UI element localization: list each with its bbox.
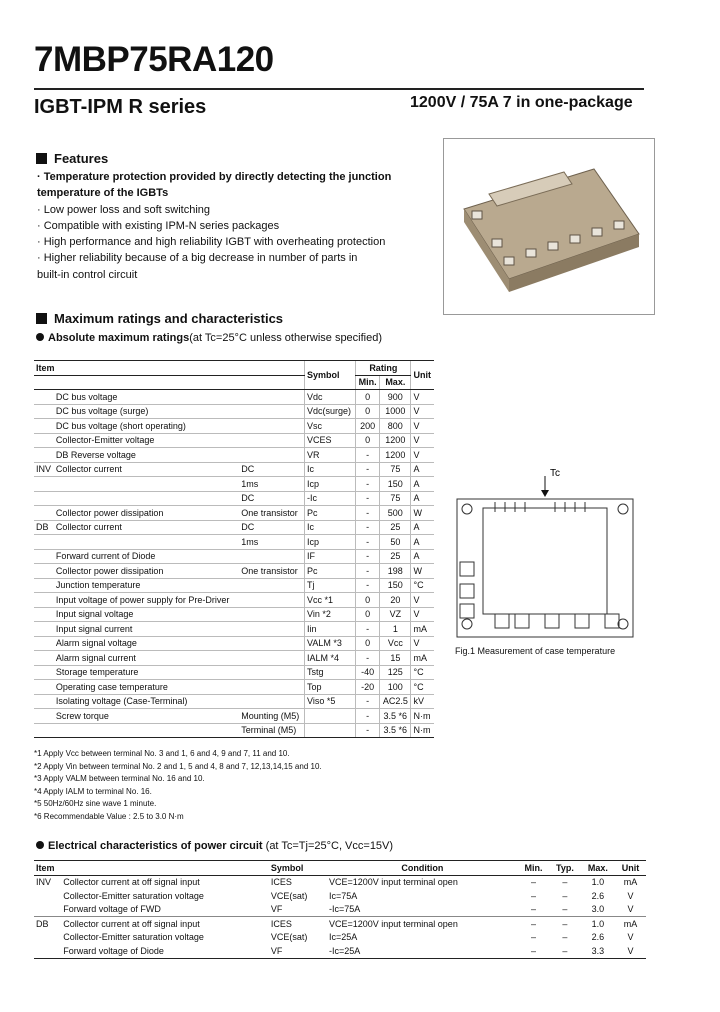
- row-group: [34, 549, 54, 564]
- tc-label: Tc: [550, 468, 560, 479]
- table-row: [34, 506, 434, 521]
- col-item: Item: [34, 361, 305, 376]
- features-list: [37, 169, 417, 283]
- abs-ratings-heading: [36, 332, 382, 344]
- row-symbol: VF: [269, 944, 327, 958]
- row-min: -: [356, 694, 380, 709]
- table-row: [34, 944, 646, 958]
- row-max: 2.6: [591, 932, 605, 943]
- row-max: 150: [380, 477, 411, 492]
- row-group: [34, 593, 54, 608]
- row-max: 75: [380, 491, 411, 506]
- row-subitem: [239, 636, 304, 651]
- table-row: [34, 680, 434, 695]
- row-min: 0: [356, 607, 380, 622]
- row-group: [34, 433, 54, 448]
- row-typ: –: [549, 903, 580, 917]
- row-subitem: Terminal (M5): [239, 723, 304, 738]
- row-symbol: Icp: [305, 477, 356, 492]
- row-max: 125: [380, 665, 411, 680]
- row-min: -: [356, 564, 380, 579]
- row-unit: V: [615, 903, 646, 917]
- table-row: [34, 404, 434, 419]
- row-item: Input signal voltage: [54, 607, 239, 622]
- row-symbol: Iin: [305, 622, 356, 637]
- electrical-heading: [36, 840, 393, 852]
- row-min: -: [356, 651, 380, 666]
- row-min: -: [356, 535, 380, 550]
- row-group: [34, 622, 54, 637]
- row-subitem: Mounting (M5): [239, 709, 304, 724]
- abs-ratings-condition: (at Tc=25°C unless otherwise specified): [189, 332, 383, 344]
- row-item: DC bus voltage (short operating): [54, 419, 239, 434]
- row-subitem: One transistor: [239, 564, 304, 579]
- footnote-item: *5 50Hz/60Hz sine wave 1 minute.: [34, 799, 157, 809]
- row-group: [34, 390, 54, 405]
- row-max: 1: [380, 622, 411, 637]
- features-heading-text: Features: [54, 151, 109, 166]
- row-subitem: DC: [239, 520, 304, 535]
- row-item: Forward voltage of FWD: [61, 903, 269, 917]
- row-group: [34, 944, 61, 958]
- row-group: [34, 665, 54, 680]
- feature-item: temperature of the IGBTs: [37, 187, 169, 200]
- row-symbol: Pc: [305, 506, 356, 521]
- row-max: 1.0: [591, 877, 605, 888]
- col-unit: Unit: [411, 361, 434, 390]
- row-symbol: -Ic: [305, 491, 356, 506]
- row-group: [34, 607, 54, 622]
- dot-bullet-icon: [36, 841, 44, 849]
- row-unit: °C: [411, 578, 434, 593]
- row-typ: –: [562, 932, 568, 943]
- row-item: Collector-Emitter saturation voltage: [63, 932, 204, 943]
- row-group: INV: [36, 877, 52, 888]
- row-symbol: ICES: [270, 877, 292, 888]
- row-condition: VCE=1200V input terminal open: [328, 877, 458, 888]
- row-typ: –: [549, 944, 580, 958]
- row-group: [34, 535, 54, 550]
- row-min: –: [518, 903, 550, 917]
- max-ratings-heading-text: Maximum ratings and characteristics: [54, 311, 284, 326]
- row-item: Storage temperature: [54, 665, 239, 680]
- row-subitem: DC: [239, 462, 304, 477]
- col-symbol: Symbol: [269, 861, 327, 876]
- row-min: 0: [356, 433, 380, 448]
- row-symbol: Vin *2: [305, 607, 356, 622]
- row-symbol: Ic: [305, 520, 356, 535]
- table-row: [34, 607, 434, 622]
- table-row: [34, 875, 646, 889]
- row-item: Forward current of Diode: [54, 549, 239, 564]
- table-row: [34, 448, 434, 463]
- feature-item: · Temperature protection provided by directly detecting the junction: [37, 171, 392, 183]
- row-max: 15: [380, 651, 411, 666]
- row-unit: mA: [411, 651, 434, 666]
- col-rating: Rating: [356, 361, 411, 376]
- row-item: DC bus voltage (surge): [54, 404, 239, 419]
- table-row: [34, 723, 434, 738]
- row-unit: A: [411, 520, 434, 535]
- row-symbol: Vcc *1: [305, 593, 356, 608]
- row-unit: W: [411, 564, 434, 579]
- table-row: [34, 477, 434, 492]
- row-max: 50: [380, 535, 411, 550]
- row-max: 3.5 *6: [380, 723, 411, 738]
- part-number: 7MBP75RA120: [34, 40, 274, 79]
- row-min: -20: [356, 680, 380, 695]
- electrical-title: Electrical characteristics of power circuit: [48, 840, 263, 852]
- features-heading: [36, 151, 108, 166]
- row-item: [54, 491, 239, 506]
- row-unit: mA: [623, 918, 638, 929]
- row-group: [34, 889, 61, 903]
- row-subitem: DC: [239, 491, 304, 506]
- table-row: [34, 694, 434, 709]
- row-min: 0: [356, 636, 380, 651]
- row-unit: A: [411, 477, 434, 492]
- row-item: Collector power dissipation: [54, 506, 239, 521]
- row-max: 3.3: [581, 944, 615, 958]
- footnote-item: *4 Apply IALM to terminal No. 16.: [34, 786, 152, 796]
- table-row: [34, 622, 434, 637]
- row-group: [34, 477, 54, 492]
- table-row: [34, 931, 646, 945]
- feature-item: · High performance and high reliability IGBT with overheating protection: [37, 236, 386, 249]
- square-bullet-icon: [36, 153, 47, 164]
- row-unit: °C: [411, 680, 434, 695]
- row-group: INV: [34, 462, 54, 477]
- row-unit: V: [411, 433, 434, 448]
- table-row: [34, 390, 434, 405]
- row-max: 500: [380, 506, 411, 521]
- row-symbol: VR: [305, 448, 356, 463]
- row-item: Collector-Emitter voltage: [54, 433, 239, 448]
- row-min: 200: [356, 419, 380, 434]
- footnote-item: *2 Apply Vin between terminal No. 2 and 1, 5 and 4, 8 and 7, 12,13,14,15 and 10.: [34, 761, 322, 771]
- row-unit: A: [411, 535, 434, 550]
- footnote-item: *1 Apply Vcc between terminal No. 3 and 1, 6 and 4, 9 and 7, 11 and 10.: [34, 749, 290, 758]
- row-min: -: [356, 462, 380, 477]
- row-max: 1200: [380, 448, 411, 463]
- row-max: 3.5 *6: [380, 709, 411, 724]
- table-row: [34, 433, 434, 448]
- col-condition: Condition: [327, 861, 518, 876]
- tc-arrowhead-icon: [541, 490, 549, 497]
- row-item: Collector current: [54, 520, 239, 535]
- row-unit: mA: [411, 622, 434, 637]
- row-min: -: [356, 520, 380, 535]
- row-item: Collector power dissipation: [54, 564, 239, 579]
- row-typ: –: [562, 890, 568, 901]
- row-max: 198: [380, 564, 411, 579]
- table-row: [34, 636, 434, 651]
- row-max: Vcc: [380, 636, 411, 651]
- row-symbol: IF: [305, 549, 356, 564]
- row-condition: -Ic=75A: [327, 903, 518, 917]
- row-unit: V: [627, 932, 634, 943]
- row-min: -40: [356, 665, 380, 680]
- row-symbol: [305, 709, 356, 724]
- col-typ: Typ.: [549, 861, 580, 876]
- row-item: DC bus voltage: [54, 390, 239, 405]
- col-item: Item: [34, 861, 269, 876]
- row-group: [34, 564, 54, 579]
- row-group: [34, 448, 54, 463]
- feature-item: built-in control circuit: [37, 268, 138, 281]
- row-subitem: One transistor: [239, 506, 304, 521]
- table-row: [34, 491, 434, 506]
- row-group: DB: [36, 918, 49, 929]
- electrical-condition: (at Tc=Tj=25°C, Vcc=15V): [265, 840, 394, 852]
- row-subitem: [239, 390, 304, 405]
- row-item: Operating case temperature: [54, 680, 239, 695]
- row-subitem: [239, 448, 304, 463]
- row-subitem: 1ms: [239, 477, 304, 492]
- row-item: Alarm signal current: [54, 651, 239, 666]
- row-max: 100: [380, 680, 411, 695]
- footnotes: [34, 748, 322, 824]
- row-min: -: [356, 622, 380, 637]
- absolute-max-ratings-table: [34, 360, 434, 738]
- module-photo: [443, 138, 655, 315]
- row-subitem: [239, 578, 304, 593]
- row-symbol: Pc: [305, 564, 356, 579]
- row-subitem: [239, 593, 304, 608]
- row-group: [34, 931, 61, 945]
- row-item: Forward voltage of Diode: [61, 944, 269, 958]
- row-item: Alarm signal voltage: [54, 636, 239, 651]
- col-max: Max.: [380, 375, 411, 390]
- row-max: AC2.5: [380, 694, 411, 709]
- row-symbol: Tj: [305, 578, 356, 593]
- electrical-characteristics-table: [34, 860, 646, 959]
- row-subitem: [239, 419, 304, 434]
- footnote-item: *6 Recommendable Value : 2.5 to 3.0 N·m: [34, 811, 184, 821]
- row-subitem: [239, 694, 304, 709]
- row-group: [34, 404, 54, 419]
- row-item: Input voltage of power supply for Pre-Driver: [54, 593, 239, 608]
- row-group: [34, 723, 54, 738]
- row-max: VZ: [380, 607, 411, 622]
- table-row: [34, 564, 434, 579]
- row-symbol: Vdc: [305, 390, 356, 405]
- row-min: –: [530, 890, 536, 901]
- row-symbol: VCES: [305, 433, 356, 448]
- row-max: 20: [380, 593, 411, 608]
- row-min: -: [356, 723, 380, 738]
- row-subitem: [239, 651, 304, 666]
- row-max: 900: [380, 390, 411, 405]
- row-symbol: IALM *4: [305, 651, 356, 666]
- row-symbol: VCE(sat): [270, 890, 308, 901]
- row-max: 1.0: [591, 918, 605, 929]
- row-symbol: Ic: [305, 462, 356, 477]
- row-subitem: [239, 404, 304, 419]
- table-row: [34, 578, 434, 593]
- row-group: [34, 491, 54, 506]
- row-group: [34, 506, 54, 521]
- table-row: [34, 903, 646, 917]
- row-group: [34, 578, 54, 593]
- max-ratings-heading: [36, 311, 283, 326]
- table-row: [34, 535, 434, 550]
- row-symbol: VF: [269, 903, 327, 917]
- col-symbol: Symbol: [305, 361, 356, 390]
- row-symbol: Vsc: [305, 419, 356, 434]
- row-unit: N·m: [411, 709, 434, 724]
- row-item: Collector current: [54, 462, 239, 477]
- row-symbol: [305, 723, 356, 738]
- square-bullet-icon: [36, 313, 47, 324]
- row-unit: A: [411, 462, 434, 477]
- row-condition: Ic=25A: [328, 932, 358, 943]
- row-min: -: [356, 709, 380, 724]
- row-subitem: [239, 607, 304, 622]
- row-unit: kV: [411, 694, 434, 709]
- row-subitem: [239, 680, 304, 695]
- row-group: [34, 709, 54, 724]
- table-row: [34, 593, 434, 608]
- row-item: DB Reverse voltage: [54, 448, 239, 463]
- row-unit: V: [627, 890, 634, 901]
- table-row: [34, 549, 434, 564]
- row-item: Isolating voltage (Case-Terminal): [54, 694, 239, 709]
- row-group: [34, 651, 54, 666]
- row-min: -: [356, 477, 380, 492]
- figure-caption: Fig.1 Measurement of case temperature: [455, 646, 616, 656]
- row-symbol: VCE(sat): [270, 932, 308, 943]
- row-min: 0: [356, 404, 380, 419]
- footnote-item: *3 Apply VALM between terminal No. 16 and 10.: [34, 774, 205, 784]
- row-unit: V: [411, 593, 434, 608]
- row-typ: –: [562, 877, 568, 888]
- table-row: [34, 709, 434, 724]
- col-unit: Unit: [615, 861, 646, 876]
- row-item: Collector current at off signal input: [63, 918, 200, 929]
- row-unit: V: [411, 448, 434, 463]
- row-subitem: [239, 549, 304, 564]
- row-max: 25: [380, 549, 411, 564]
- table-row: [34, 419, 434, 434]
- row-unit: V: [615, 944, 646, 958]
- row-symbol: Vdc(surge): [305, 404, 356, 419]
- row-min: 0: [356, 593, 380, 608]
- row-item: [54, 535, 239, 550]
- row-subitem: [239, 433, 304, 448]
- row-unit: N·m: [411, 723, 434, 738]
- row-min: –: [518, 944, 550, 958]
- col-max: Max.: [581, 861, 615, 876]
- row-group: [34, 636, 54, 651]
- row-typ: –: [562, 918, 568, 929]
- row-symbol: Tstg: [305, 665, 356, 680]
- row-condition: VCE=1200V input terminal open: [328, 918, 458, 929]
- row-unit: V: [411, 607, 434, 622]
- abs-ratings-title: Absolute maximum ratings: [48, 332, 190, 344]
- row-unit: V: [411, 404, 434, 419]
- row-group: DB: [34, 520, 54, 535]
- table-row: [34, 889, 646, 903]
- table-row: [34, 462, 434, 477]
- row-max: 3.0: [581, 903, 615, 917]
- row-min: –: [530, 918, 536, 929]
- row-group: [34, 903, 61, 917]
- row-min: -: [356, 506, 380, 521]
- dot-bullet-icon: [36, 333, 44, 341]
- row-subitem: 1ms: [239, 535, 304, 550]
- row-condition: -Ic=25A: [327, 944, 518, 958]
- title-rule: [34, 88, 644, 90]
- row-max: 25: [380, 520, 411, 535]
- table-row: [34, 651, 434, 666]
- row-unit: A: [411, 491, 434, 506]
- row-item: [54, 477, 239, 492]
- row-unit: V: [411, 390, 434, 405]
- row-unit: W: [411, 506, 434, 521]
- row-min: -: [356, 549, 380, 564]
- row-item: Input signal current: [54, 622, 239, 637]
- row-item: Screw torque: [54, 709, 239, 724]
- row-unit: mA: [623, 877, 638, 888]
- feature-item: · Higher reliability because of a big decrease in number of parts in: [37, 252, 358, 265]
- row-symbol: Viso *5: [305, 694, 356, 709]
- row-symbol: ICES: [270, 918, 292, 929]
- row-item: Collector-Emitter saturation voltage: [63, 890, 204, 901]
- row-max: 1200: [380, 433, 411, 448]
- row-item: Junction temperature: [54, 578, 239, 593]
- row-group: [34, 694, 54, 709]
- row-min: -: [356, 578, 380, 593]
- row-min: -: [356, 448, 380, 463]
- case-temp-figure: [455, 464, 637, 639]
- row-min: 0: [356, 390, 380, 405]
- table-row: [34, 917, 646, 931]
- row-subitem: [239, 665, 304, 680]
- row-unit: A: [411, 549, 434, 564]
- table-row: [34, 665, 434, 680]
- row-subitem: [239, 622, 304, 637]
- row-group: [34, 680, 54, 695]
- feature-item: · Compatible with existing IPM-N series packages: [37, 219, 280, 232]
- row-max: 150: [380, 578, 411, 593]
- col-min: Min.: [518, 861, 550, 876]
- series-title: IGBT-IPM R series: [34, 96, 207, 118]
- row-symbol: Top: [305, 680, 356, 695]
- row-symbol: Icp: [305, 535, 356, 550]
- row-max: 75: [380, 462, 411, 477]
- col-min: Min.: [356, 375, 380, 390]
- package-title: 1200V / 75A 7 in one-package: [410, 94, 633, 111]
- row-unit: °C: [411, 665, 434, 680]
- row-unit: V: [411, 636, 434, 651]
- row-group: [34, 419, 54, 434]
- feature-item: · Low power loss and soft switching: [37, 203, 211, 216]
- row-item: [54, 723, 239, 738]
- row-min: –: [530, 877, 536, 888]
- row-unit: V: [411, 419, 434, 434]
- table-row: [34, 520, 434, 535]
- row-item: Collector current at off signal input: [63, 877, 200, 888]
- row-condition: Ic=75A: [328, 890, 358, 901]
- row-max: 800: [380, 419, 411, 434]
- row-min: –: [530, 932, 536, 943]
- row-max: 2.6: [591, 890, 605, 901]
- row-symbol: VALM *3: [305, 636, 356, 651]
- row-max: 1000: [380, 404, 411, 419]
- row-min: -: [356, 491, 380, 506]
